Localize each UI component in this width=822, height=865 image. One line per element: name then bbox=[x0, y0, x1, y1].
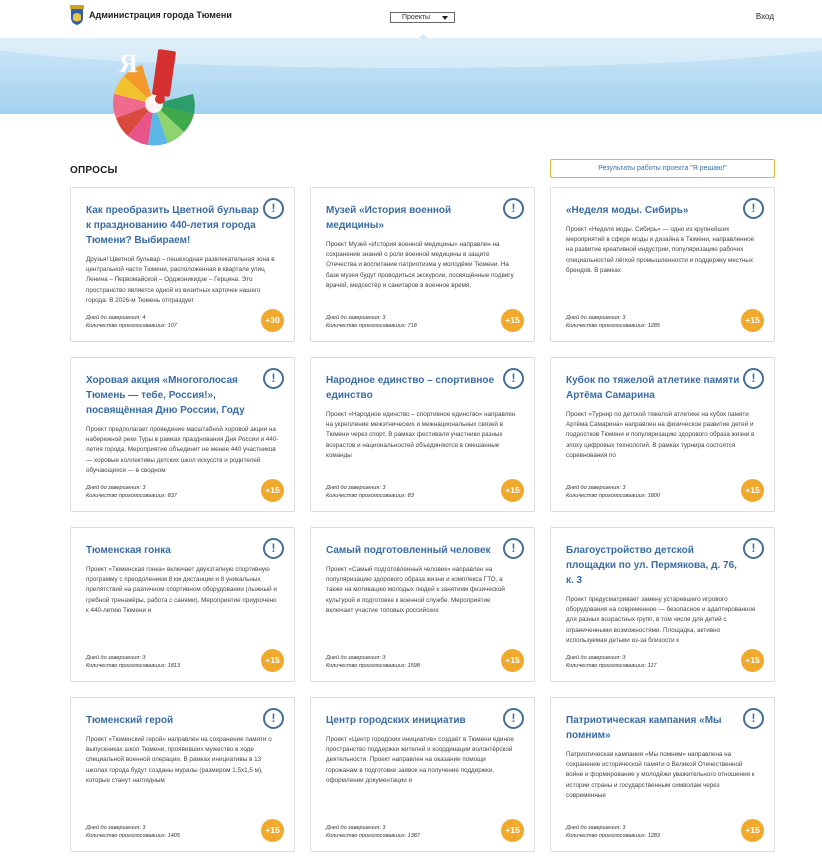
card-vote-count bbox=[326, 493, 414, 499]
card-title[interactable]: Тюменский герой bbox=[86, 715, 174, 726]
poll-card[interactable] bbox=[550, 697, 775, 852]
count-label: Количество проголосовавших: bbox=[326, 663, 408, 669]
card-days-left bbox=[566, 485, 625, 491]
card-title[interactable]: Благоустройство детской площадки по ул. Пермякова, д. 76, к. 3 bbox=[566, 545, 737, 586]
card-title[interactable]: Музей «История военной медицины» bbox=[326, 205, 452, 231]
days-label: Дней до завершения: bbox=[86, 485, 143, 491]
days-label: Дней до завершения: bbox=[326, 825, 383, 831]
card-description: Проект «Самый подготовленный человек» направлен на популяризацию здорового образа жизни и комплекса ГТО, а также на мотивацию молодых людей к занятиям физической культурой и подготовке к военной службе. Мероприятие включает участие топовых российских bbox=[326, 566, 505, 614]
poll-card[interactable] bbox=[70, 187, 295, 342]
points-badge: +30 bbox=[261, 309, 284, 332]
days-value: 3 bbox=[622, 655, 626, 661]
card-title[interactable]: Кубок по тяжелой атлетике памяти Артёма Самарина bbox=[566, 375, 740, 401]
exclamation-icon: ! bbox=[263, 538, 284, 559]
count-value: 1813 bbox=[167, 663, 180, 669]
count-value: 1800 bbox=[647, 493, 660, 499]
exclamation-icon: ! bbox=[743, 538, 764, 559]
card-days-left bbox=[566, 315, 625, 321]
card-title[interactable]: Центр городских инициатив bbox=[326, 715, 466, 726]
card-title[interactable]: Патриотическая кампания «Мы помним» bbox=[566, 715, 722, 741]
count-label: Количество проголосовавших: bbox=[566, 663, 648, 669]
points-badge: +15 bbox=[501, 479, 524, 502]
site-title[interactable]: Администрация города Тюмени bbox=[89, 10, 232, 20]
dropdown-notch bbox=[419, 34, 427, 38]
card-vote-count bbox=[86, 663, 180, 669]
days-label: Дней до завершения: bbox=[326, 315, 383, 321]
points-badge: +15 bbox=[741, 649, 764, 672]
days-label: Дней до завершения: bbox=[566, 485, 623, 491]
results-button[interactable]: Результаты работы проекта "Я решаю!" bbox=[550, 159, 775, 178]
card-description: Проект «Народное единство – спортивное единство» направлен на укрепление межэтнических и межнациональных связей в Тюмени через спорт. В рамках фестиваля участники разных возрастов и национальностей объединяются в смешанные команды bbox=[326, 411, 516, 459]
exclamation-icon: ! bbox=[503, 538, 524, 559]
card-description: Проект «Неделя моды. Сибирь» — одно из крупнейших мероприятий в сфере моды и дизайна в Тюмени, направленное на развитие креативной индустрии, популяризацию рабочих специальностей лёгкой промышленности и поддержку местных брендов. В рамках bbox=[566, 226, 755, 274]
card-title[interactable]: «Неделя моды. Сибирь» bbox=[566, 205, 689, 216]
projects-dropdown-label: Проекты bbox=[402, 14, 431, 21]
exclamation-icon: ! bbox=[503, 708, 524, 729]
card-description: Проект «Тюменский герой» направлен на сохранение памяти о выпускниках школ Тюмени, проявивших мужество в ходе специальной военной операции. В рамках инициативы в 13 школах города будут созданы муралы (размером 1,5х1,5 м), которые станут наглядным bbox=[86, 736, 272, 784]
count-value: 1405 bbox=[167, 833, 180, 839]
card-days-left bbox=[566, 825, 625, 831]
points-badge: +15 bbox=[261, 649, 284, 672]
count-label: Количество проголосовавших: bbox=[86, 323, 168, 329]
count-value: 107 bbox=[167, 323, 177, 329]
top-header bbox=[0, 0, 822, 38]
card-vote-count bbox=[86, 493, 177, 499]
poll-card[interactable] bbox=[550, 527, 775, 682]
count-label: Количество проголосовавших: bbox=[566, 323, 648, 329]
poll-card[interactable] bbox=[310, 187, 535, 342]
card-vote-count bbox=[566, 663, 656, 669]
days-label: Дней до завершения: bbox=[86, 315, 143, 321]
card-vote-count bbox=[566, 323, 660, 329]
days-label: Дней до завершения: bbox=[326, 655, 383, 661]
card-title[interactable]: Хоровая акция «Многоголосая Тюмень — тебе, Россия!», посвящённая Дню России, Году bbox=[86, 375, 245, 416]
count-label: Количество проголосовавших: bbox=[86, 493, 168, 499]
city-coat-of-arms-icon[interactable] bbox=[70, 5, 84, 25]
login-link[interactable]: Вход bbox=[755, 12, 774, 21]
poll-card[interactable] bbox=[310, 697, 535, 852]
count-label: Количество проголосовавших: bbox=[86, 833, 168, 839]
exclamation-icon: ! bbox=[263, 708, 284, 729]
days-label: Дней до завершения: bbox=[86, 825, 143, 831]
days-value: 3 bbox=[382, 315, 386, 321]
card-days-left bbox=[326, 655, 385, 661]
count-label: Количество проголосовавших: bbox=[566, 833, 648, 839]
count-value: 1283 bbox=[647, 833, 660, 839]
days-label: Дней до завершения: bbox=[566, 315, 623, 321]
days-value: 3 bbox=[142, 655, 146, 661]
card-title[interactable]: Тюменская гонка bbox=[86, 545, 171, 556]
svg-text:Я: Я bbox=[119, 49, 138, 78]
poll-card[interactable] bbox=[310, 357, 535, 512]
points-badge: +15 bbox=[741, 479, 764, 502]
poll-card[interactable] bbox=[70, 357, 295, 512]
card-vote-count bbox=[566, 493, 660, 499]
days-value: 3 bbox=[622, 315, 626, 321]
count-label: Количество проголосовавших: bbox=[566, 493, 648, 499]
exclamation-icon: ! bbox=[263, 198, 284, 219]
points-badge: +15 bbox=[261, 819, 284, 842]
exclamation-icon: ! bbox=[743, 368, 764, 389]
exclamation-icon: ! bbox=[503, 198, 524, 219]
card-vote-count bbox=[326, 323, 417, 329]
card-description: Друзья! Цветной бульвар – пешеходная развлекательная зона в центральной части Тюмени, расположенная в квартале улиц Ленина – Первомайской – Орджоникидзе – Герцена. Это пространство является одной из визитных карточек нашего города. В 2026-м Тюмень отпраздует bbox=[86, 256, 275, 304]
days-label: Дней до завершения: bbox=[566, 655, 623, 661]
card-days-left bbox=[86, 485, 145, 491]
count-value: 718 bbox=[407, 323, 417, 329]
count-value: 837 bbox=[167, 493, 177, 499]
card-days-left bbox=[566, 655, 625, 661]
card-description: Проект предполагает проведение масштабной хоровой акции на набережной реки Туры в рамках празднования Дня России и 440-летия города. Мероприятие объединит не менее 440 участников — хоровые коллективы детских школ искусств и родителей обучающихся — в сводном bbox=[86, 426, 279, 474]
card-days-left bbox=[86, 825, 145, 831]
points-badge: +15 bbox=[501, 309, 524, 332]
card-description: Патриотическая кампания «Мы помним» направлена на сохранение исторической памяти о Великой Отечественной войне и формирование у молодёжи уважительного отношения к истории страны и государственным символам через современные bbox=[566, 751, 755, 799]
poll-card[interactable] bbox=[70, 527, 295, 682]
days-value: 3 bbox=[382, 655, 386, 661]
projects-dropdown[interactable] bbox=[390, 12, 455, 23]
count-label: Количество проголосовавших: bbox=[326, 833, 408, 839]
days-label: Дней до завершения: bbox=[326, 485, 383, 491]
days-value: 3 bbox=[382, 825, 386, 831]
exclamation-icon: ! bbox=[743, 198, 764, 219]
count-value: 1285 bbox=[647, 323, 660, 329]
points-badge: +15 bbox=[501, 819, 524, 842]
poll-card[interactable] bbox=[70, 697, 295, 852]
days-value: 3 bbox=[622, 825, 626, 831]
card-days-left bbox=[326, 485, 385, 491]
days-value: 3 bbox=[382, 485, 386, 491]
card-title[interactable]: Как преобразить Цветной бульвар к празднованию 440-летия города Тюмени? Выбираем! bbox=[86, 205, 259, 246]
poll-card[interactable] bbox=[550, 357, 775, 512]
exclamation-icon: ! bbox=[743, 708, 764, 729]
days-label: Дней до завершения: bbox=[566, 825, 623, 831]
points-badge: +15 bbox=[741, 309, 764, 332]
count-label: Количество проголосовавших: bbox=[326, 493, 408, 499]
card-vote-count bbox=[86, 323, 177, 329]
card-description: Проект Музей «История военной медицины» направлен на сохранение знаний о роли военной медицины в защите Отечества и воспитание патриотизма у молодёжи Тюмени. На базе музея будут проводиться экскурсии, посвящённые подвигу врачей, медсестёр и санитаров в военное время, bbox=[326, 241, 514, 289]
count-label: Количество проголосовавших: bbox=[326, 323, 408, 329]
card-vote-count bbox=[326, 833, 420, 839]
card-title[interactable]: Самый подготовленный человек bbox=[326, 545, 491, 556]
days-label: Дней до завершения: bbox=[86, 655, 143, 661]
card-description: Проект предусматривает замену устаревшего игрового оборудования на современное — безопасное и адаптированное для разных возрастных групп, в том числе для детей с ограниченными возможностями. Площадка, активно используемая детьми из-за близости к bbox=[566, 596, 756, 644]
section-title: ОПРОСЫ bbox=[70, 165, 118, 176]
caret-down-icon bbox=[442, 16, 448, 20]
card-title[interactable]: Народное единство – спортивное единство bbox=[326, 375, 495, 401]
card-days-left bbox=[326, 315, 385, 321]
days-value: 3 bbox=[142, 825, 146, 831]
count-value: 117 bbox=[647, 663, 657, 669]
card-vote-count bbox=[86, 833, 180, 839]
card-description: Проект «Турнир по детской тяжелой атлетике на кубок памяти Артёма Самарина» направлен на физическое развитие детей и подростков Тюмени и популяризацию здорового образа жизни в эпоху цифровых технологий. В рамках турнира состоятся соревнования по bbox=[566, 411, 755, 459]
days-value: 4 bbox=[142, 315, 146, 321]
count-value: 83 bbox=[407, 493, 414, 499]
card-days-left bbox=[86, 655, 145, 661]
count-label: Количество проголосовавших: bbox=[86, 663, 168, 669]
points-badge: +15 bbox=[501, 649, 524, 672]
card-days-left bbox=[326, 825, 385, 831]
days-value: 3 bbox=[622, 485, 626, 491]
days-value: 3 bbox=[142, 485, 146, 491]
exclamation-icon: ! bbox=[503, 368, 524, 389]
count-value: 1598 bbox=[407, 663, 420, 669]
count-value: 1387 bbox=[407, 833, 420, 839]
poll-card[interactable] bbox=[550, 187, 775, 342]
points-badge: +15 bbox=[741, 819, 764, 842]
card-days-left bbox=[86, 315, 145, 321]
card-vote-count bbox=[566, 833, 660, 839]
exclamation-icon: ! bbox=[263, 368, 284, 389]
card-description: Проект «Центр городских инициатив» создаёт в Тюмени единое пространство поддержки жителей и координации волонтёрской деятельности. Проект направлен на оказание помощи горожанам в подготовке заявок на получение поддержки, оформлении документации и bbox=[326, 736, 514, 784]
poll-card[interactable] bbox=[310, 527, 535, 682]
ya-reshayu-logo bbox=[108, 46, 204, 150]
card-description: Проект «Тюменская гонка» включает двухэтапную спортивную программу с преодолением 8 км дистанции и 8 уникальных препятствий на различном спортивном оборудовании (лыжный и гребной тренажёры, работа с санями). Мероприятие приурочено к 440-летию Тюмени и bbox=[86, 566, 277, 614]
points-badge: +15 bbox=[261, 479, 284, 502]
card-vote-count bbox=[326, 663, 420, 669]
